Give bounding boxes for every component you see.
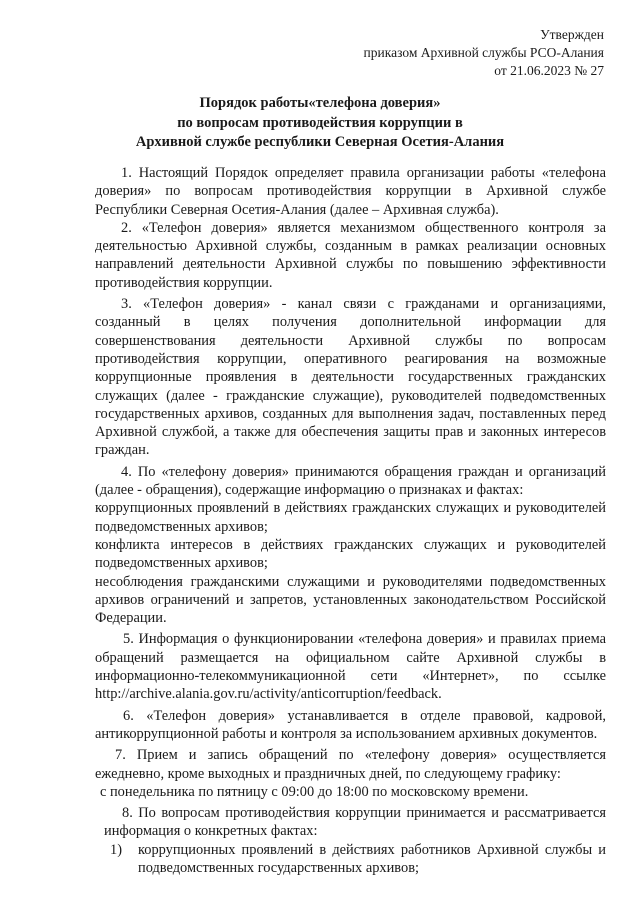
paragraph-4-item-a: коррупционных проявлений в действиях гражданских служащих и руководителей подведомственных архивов;	[95, 500, 606, 535]
paragraph-4-item-c: несоблюдения гражданскими служащими и руководителями подведомственных архивов ограничений и запретов, установленных законодательством Российской Федерации.	[95, 573, 606, 627]
document-body	[95, 164, 606, 877]
title-line-1: Порядок работы«телефона доверия»	[199, 95, 441, 111]
paragraph-1: 1. Настоящий Порядок определяет правила организации работы «телефона доверия» по вопросам противодействия коррупции в Архивной службе Республики Северная Осетия-Алания (далее – Архивная служба).	[95, 165, 606, 218]
paragraph-7-schedule: с понедельника по пятницу с 09:00 до 18:00 по московскому времени.	[100, 783, 529, 800]
title-line-2: по вопросам противодействия коррупции в	[177, 114, 463, 131]
document-title	[0, 94, 640, 153]
paragraph-7: 7. Прием и запись обращений по «телефону доверия» осуществляется ежедневно, кроме выходных и праздничных дней, по следующему графику:	[95, 747, 606, 782]
paragraph-4-item-b: конфликта интересов в действиях гражданских служащих и руководителей подведомственных архивов;	[95, 536, 606, 572]
paragraph-8-item-1	[95, 841, 606, 878]
approval-line-date: от 21.06.2023 № 27	[494, 63, 604, 78]
paragraph-6: 6. «Телефон доверия» устанавливается в отделе правовой, кадровой, антикоррупционной работы и контроля за использованием архивных документов.	[95, 707, 606, 742]
item-text: коррупционных проявлений в действиях работников Архивной службы и подведомственных государственных архивов;	[138, 841, 606, 876]
paragraph-2: 2. «Телефон доверия» является механизмом общественного контроля за деятельностью Архивной службы, созданным в рамках реализации основных направлений деятельности Архивной службы по повышению эффективности противодействия коррупции.	[95, 219, 606, 291]
paragraph-3: 3. «Телефон доверия» - канал связи с гражданами и организациями, созданный в целях получения дополнительной информации для совершенствования деятельности Архивной службы по вопросам противодействия коррупции, оперативного реагирования на возможные коррупционные проявления в деятельности государственных гражданских служащих (далее - гражданские служащие), руководителей подведомственных государственных архивов, созданных для выполнения задач, поставленных перед Архивной службой, а также для обеспечения защиты прав и законных интересов граждан.	[95, 296, 606, 459]
paragraph-8: 8. По вопросам противодействия коррупции принимается и рассматривается информация о конкретных фактах:	[104, 805, 606, 840]
approval-block	[364, 26, 604, 80]
approval-line-approved: Утвержден	[540, 27, 604, 42]
item-number: 1)	[110, 841, 122, 858]
paragraph-5: 5. Информация о функционировании «телефона доверия» и правилах приема обращений размещается на официальном сайте Архивной службы в информационно-телекоммуникационной сети «Интернет», по ссылке http://archive.alania.gov.ru/activity/anticorruption/feedback.	[95, 631, 606, 703]
approval-line-order: приказом Архивной службы РСО-Алания	[363, 45, 604, 60]
paragraph-4: 4. По «телефону доверия» принимаются обращения граждан и организаций (далее - обращения), содержащие информацию о признаках и фактах:	[95, 463, 606, 499]
title-line-3: Архивной службе республики Северная Осетия-Алания	[135, 134, 505, 150]
